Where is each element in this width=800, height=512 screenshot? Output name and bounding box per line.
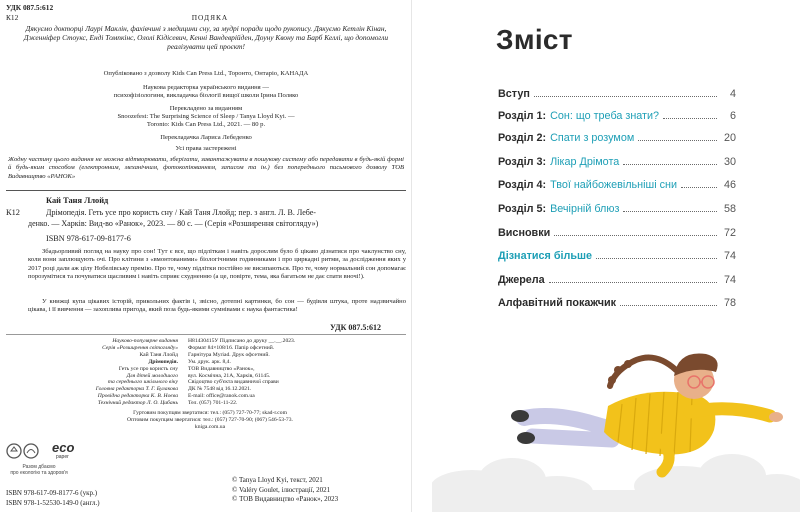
toc-chapter-number: Розділ 5:: [498, 203, 547, 215]
imprint-line: вул. Космічна, 21А, Харків, 61145.: [188, 372, 271, 379]
imprint-line: Дрімопедія.: [148, 358, 178, 365]
retail-line-2: Оптовим покупцям звертатися: тел.: (057) 727-70-90; (067) 546-53-73.: [127, 417, 293, 423]
toc-entry[interactable]: [498, 175, 736, 191]
toc-chapter-title: Твої найбожевільніші сни: [550, 179, 677, 191]
imprint-line: Н81430415У Підписано до друку __.__.2023.: [188, 338, 296, 344]
cloud-shape: [432, 454, 800, 512]
toc-entry[interactable]: [498, 246, 736, 262]
toc-dot-leader: [681, 186, 717, 188]
imprint-line: Технічний редактор Л. О. Цибань: [97, 400, 178, 407]
imprint-line: ДК № 7548 від 16.12.2021.: [188, 386, 252, 393]
toc-page-number: 30: [723, 156, 736, 168]
sweater: [604, 392, 783, 472]
divider: [6, 334, 406, 335]
toc-entry-label: [498, 132, 634, 144]
translated-by: Перекладено за виданням: [169, 105, 243, 112]
toc-entry-label: [498, 297, 616, 309]
toc-entry-label: [498, 179, 677, 191]
k12-code-mid: К12: [6, 208, 20, 217]
toc-dot-leader: [663, 117, 717, 119]
toc-section-title: Висновки: [498, 227, 551, 239]
imprint-column-1: [58, 338, 178, 407]
toc-page-number: 74: [723, 250, 736, 262]
toc-entry[interactable]: [498, 128, 736, 144]
eco-logo-sub: paper: [56, 454, 69, 460]
rights-reserved: Усі права застережені: [175, 145, 237, 152]
imprint-line: Геть усе про користь сну: [118, 365, 178, 372]
toc-entry[interactable]: [498, 106, 736, 122]
copyright-block: [232, 476, 338, 505]
toc-entry-label: [498, 110, 659, 122]
isbn-english: ISBN 978-1-52530-149-0 (англ.): [6, 499, 100, 507]
imprint-line: Серія «Розширення світогляду»: [102, 344, 178, 351]
imprint-line: Свідоцтво суб'єкта видавничої справи: [188, 379, 279, 386]
toc-page-number: 4: [729, 88, 736, 100]
toc-entry-label: [498, 227, 550, 239]
copyright-line: © Tanya Lloyd Kyi, текст, 2021: [232, 476, 323, 484]
original-publisher: Toronto: Kids Can Press Ltd., 2021. — 80 p.: [146, 121, 266, 128]
imprint-line: Тел. (057) 701-11-22.: [188, 400, 238, 407]
translator: Перекладачка Лариса Лебеденко: [160, 134, 252, 141]
toc-entry[interactable]: [498, 293, 736, 309]
toc-entry[interactable]: [498, 199, 736, 215]
toc-chapter-title: Сон: що треба знати?: [550, 110, 660, 122]
copyright-line: © Valéry Goulet, ілюстрації, 2021: [232, 485, 331, 494]
legal-text: Жодну частину цього видання не можна відтворювати, зберігати, завантажувати в пошукову систему або передавати в будь-якій формі й будь-яким способом (електронним, механічним, фотокопіюванням, записом та ін.) без попереднього письмового дозволу ТОВ Видавництво «РАНОК»: [8, 156, 404, 180]
sci-editor-line2: психофізіологиня, викладачка біології вищої школи Ірина Поляко: [113, 92, 299, 99]
imprint-line: Для дітей молодшого: [126, 372, 178, 379]
isbn-main: ISBN 978-617-09-8177-6: [46, 234, 131, 243]
toc-section-title: Дізнатися більше: [498, 250, 592, 262]
contents-page: [412, 0, 800, 512]
abstract-paragraph-2: У книжці купа цікавих історій, прикольних фактів і, звісно, дотепні картинки, бо сон — будівля штука, проте надзвичайно цікава, і її вивчення — захоплива пригода, який поза будь-якими сумнівами є наука фантастика!: [28, 298, 406, 314]
imprint-line: Формат 84×108/16. Папір офсетний.: [188, 344, 275, 351]
toc-section-title: Джерела: [498, 274, 545, 286]
abstract-paragraph-1: Збадьорливий погляд на науку про сон! Тут є все, що підліткам і навіть дорослим було б цікаво дізнатися про чаклунство сну, коли вони заплющують очі. Про клітини з «вмонтованими» біологічними годинниками і про циркадні ритми, за дослідження яких у 2017 році дали аж цілу Нобелівську премію. Про те, чому підлітки постійно не висипаються. Про те, чому нормальний сон допомагає порозумітися та почуватися щасливим і навіть сприяє схудненню (а це, повірте, тема, яка багатьом не дає спати вночі!).: [28, 248, 406, 280]
toc-entry-label: [498, 274, 545, 286]
bibliographic-line2: денко. — Харків: Вид-во «Ранок», 2023. — 80 с. — (Серія «Розширення світогляду»): [28, 219, 319, 228]
imprint-line: Ум. друк. арк. 8,4.: [188, 358, 231, 365]
toc-page-number: 58: [723, 203, 736, 215]
thanks-title: ПОДЯКА: [191, 13, 229, 22]
toc-chapter-title: Спати з розумом: [550, 132, 635, 144]
toc-entry[interactable]: [498, 223, 736, 239]
eco-logo: eco: [52, 440, 75, 455]
thanks-text: Дякуємо докторці Лаурі Маклін, фахівчині з медицини сну, за мудрі поради щодо рукопису. Дякуємо Кетлін Кінан, Дженніфер Стоукс, Енді Томпкінс, Ололі Кідісевич, Кенні Вандеврійден, Доуну Квону та Барб Келлі, що допомогли реалізувати цей проєкт!: [23, 24, 389, 52]
eco-caption-1: Разом дбаємо: [22, 464, 56, 470]
toc-chapter-title: Вечірній блюз: [550, 203, 620, 215]
original-title: Snoozefest: The Surprising Science of Sleep / Tanya Lloyd Kyi. —: [117, 113, 295, 120]
toc-section-title: Алфавітний покажчик: [498, 297, 617, 309]
udk-code-top: УДК 087.5:612: [6, 3, 54, 12]
toc-entry[interactable]: [498, 152, 736, 168]
udk-code-mid: УДК 087.5:612: [330, 323, 382, 332]
toc-page-number: 6: [729, 110, 736, 122]
toc-page-number: 78: [723, 297, 736, 309]
retail-line: Гуртовим покупцям звертатися: тел.: (057) 727-70-77; skad-r.com: [133, 410, 287, 416]
imprint-line: Науково-популярне видання: [112, 338, 178, 344]
k12-code-top: К12: [6, 13, 19, 22]
toc-entry-label: [498, 250, 592, 262]
toc-chapter-number: Розділ 4:: [498, 179, 547, 191]
imprint-line: ТОВ Видавництво «Ранок»,: [188, 365, 255, 372]
imprint-line: Головна редакторка Т. Г. Булакова: [95, 386, 178, 393]
toc-chapter-title: Лікар Дрімота: [550, 156, 620, 168]
website: kniga.com.ua: [194, 424, 226, 430]
page-title: Зміст: [496, 24, 573, 55]
isbn-ukrainian: ISBN 978-617-09-8177-6 (укр.): [6, 489, 98, 497]
toc-entry[interactable]: [498, 270, 736, 286]
published-note: Опубліковано з дозволу Kids Can Press Ltd., Торонто, Онтаріо, КАНАДА: [103, 70, 309, 77]
toc-entry-label: [498, 88, 530, 100]
toc-dot-leader: [554, 234, 717, 236]
recycle-icon: [6, 442, 52, 462]
bibliographic-line1: Дрімопедія. Геть усе про користь сну / Кай Таня Ллойд; пер. з англ. Л. В. Лебе-: [46, 208, 316, 217]
eco-logo-block: [4, 440, 94, 484]
toc-dot-leader: [534, 95, 717, 97]
toc-dot-leader: [623, 210, 717, 212]
toc-chapter-number: Розділ 2:: [498, 132, 547, 144]
toc-dot-leader: [623, 163, 717, 165]
sci-editor-line1: Наукова редакторка українського видання —: [143, 84, 269, 91]
toc-page-number: 72: [723, 227, 736, 239]
toc-dot-leader: [549, 281, 717, 283]
author: Кай Таня Ллойд: [46, 196, 109, 205]
imprint-line: Провідна редакторка К. В. Ноєва: [97, 393, 178, 400]
imprint-line: та середнього шкільного віку: [107, 379, 178, 386]
toc-entry-label: [498, 156, 619, 168]
toc-dot-leader: [596, 257, 717, 259]
toc-section-title: Вступ: [498, 88, 530, 100]
divider: [6, 190, 406, 191]
toc-page-number: 20: [723, 132, 736, 144]
toc-entry-label: [498, 203, 619, 215]
eco-caption-2: про екологію та здоров'я: [10, 470, 68, 476]
toc-entry[interactable]: [498, 84, 736, 100]
toc-chapter-number: Розділ 3:: [498, 156, 547, 168]
toc-dot-leader: [620, 304, 717, 306]
toc-chapter-number: Розділ 1:: [498, 110, 547, 122]
toc-dot-leader: [638, 139, 717, 141]
imprint-line: E-mail: office@ranok.com.ua: [188, 393, 255, 400]
imprint-column-2: [188, 338, 368, 407]
imprint-line: Гарнітура Myriad. Друк офсетний.: [188, 351, 270, 358]
flying-girl-illustration: [432, 310, 800, 512]
imprint-line: Кай Таня Ллойд: [139, 351, 178, 358]
toc-page-number: 46: [723, 179, 736, 191]
toc-page-number: 74: [723, 274, 736, 286]
copyright-line: © ТОВ Видавництво «Ранок», 2023: [232, 495, 339, 503]
